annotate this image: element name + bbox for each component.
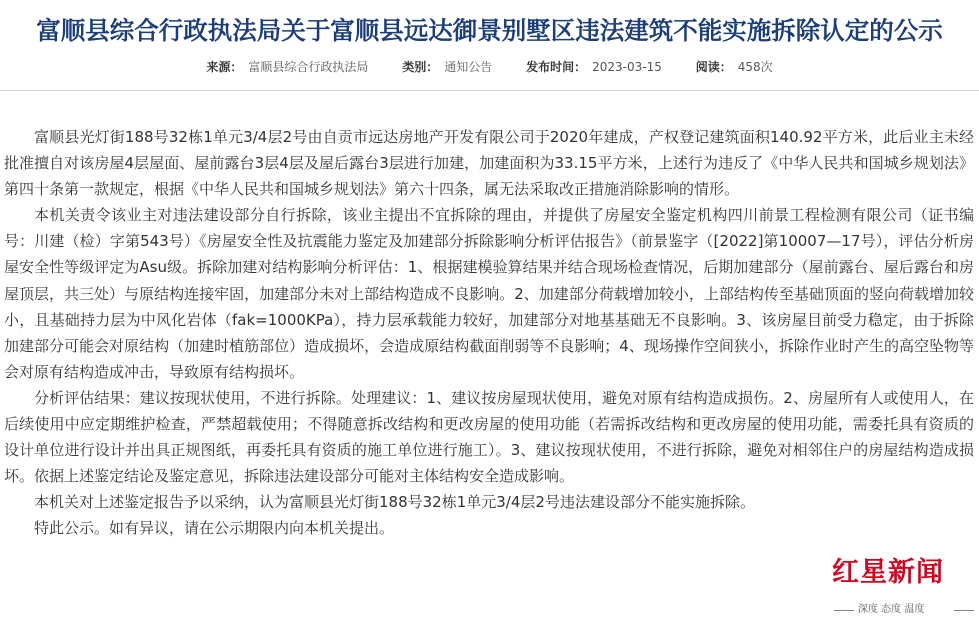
watermark-name: 红星新闻 xyxy=(832,557,944,588)
category-label: 类别： xyxy=(402,60,439,74)
source-value: 富顺县综合行政执法局 xyxy=(248,60,369,74)
date-label: 发布时间： xyxy=(526,60,587,74)
paragraph-3: 分析评估结果：建议按现状使用，不进行拆除。处理建议：1、建议按房屋现状使用，避免对原有结构造成损伤。2、房屋所有人或使用人，在后续使用中应定期维护检查，严禁超载使用；不得随意拆改结构和更改房屋的使用功能（若需拆改结构和更改房屋的使用功能，需委托具有资质的设计单位进行设计并出具正规图纸，再委托具有资质的施工单位进行施工）。3、建议按现状使用，不进行拆除，避免对相邻住户的房屋结构造成损坏。依据上述鉴定结论及鉴定意见，拆除违法建设部分可能对主体结构安全造成影响。 xyxy=(4,388,974,486)
watermark-slogan: 深度 态度 温度 xyxy=(858,604,925,615)
hongxing-news-watermark xyxy=(832,556,972,622)
views-label: 阅读： xyxy=(695,60,732,74)
views-value: 458次 xyxy=(737,60,773,74)
watermark-line-left xyxy=(834,610,854,611)
source-label: 来源： xyxy=(206,60,243,74)
article-meta xyxy=(0,58,979,76)
article-body xyxy=(4,124,974,542)
watermark-line-right xyxy=(954,610,974,611)
paragraph-5: 特此公示。如有异议，请在公示期限内向本机关提出。 xyxy=(34,519,395,538)
article-title: 富顺县综合行政执法局关于富顺县远达御景别墅区违法建筑不能实施拆除认定的公示 xyxy=(36,16,943,45)
title-divider xyxy=(0,90,979,91)
category-value: 通知公告 xyxy=(444,60,493,74)
date-value: 2023-03-15 xyxy=(592,60,662,74)
paragraph-1: 富顺县光灯街188号32栋1单元3/4层2号由自贡市远达房地产开发有限公司于2020年建成，产权登记建筑面积140.92平方米，此后业主未经批准擅自对该房屋4层屋面、屋前露台3层4层及屋后露台3层进行加建，加建面积为33.15平方米，上述行为违反了《中华人民共和国城乡规划法》第四十条第一款规定，根据《中华人民共和国城乡规划法》第六十四条，属无法采取改正措施消除影响的情形。 xyxy=(4,128,974,199)
paragraph-2: 本机关责令该业主对违法建设部分自行拆除，该业主提出不宜拆除的理由，并提供了房屋安全鉴定机构四川前景工程检测有限公司（证书编号：川建（检）字第543号）《房屋安全性及抗震能力鉴定及加建部分拆除影响分析评估报告》（前景鉴字（[2022]第10007—17号），评估分析房屋安全性等级评定为Asu级。拆除加建对结构影响分析评估：1、根据建模验算结果并结合现场检查情况，后期加建部分（屋前露台、屋后露台和房屋顶层，共三处）与原结构连接牢固，加建部分未对上部结构造成不良影响。2、加建部分荷载增加较小，上部结构传至基础顶面的竖向荷载增加较小，且基础持力层为中风化岩体（fak=1000KPa），持力层承载能力较好，加建部分对地基基础无不良影响。3、该房屋目前受力稳定，由于拆除加建部分可能会对原结构（加建时植筋部位）造成损坏，会造成原结构截面削弱等不良影响；4、现场操作空间狭小，拆除作业时产生的高空坠物等会对原有结构造成冲击，导致原有结构损坏。 xyxy=(4,206,974,381)
paragraph-4: 本机关对上述鉴定报告予以采纳，认为富顺县光灯街188号32栋1单元3/4层2号违法建设部分不能实施拆除。 xyxy=(34,493,755,512)
